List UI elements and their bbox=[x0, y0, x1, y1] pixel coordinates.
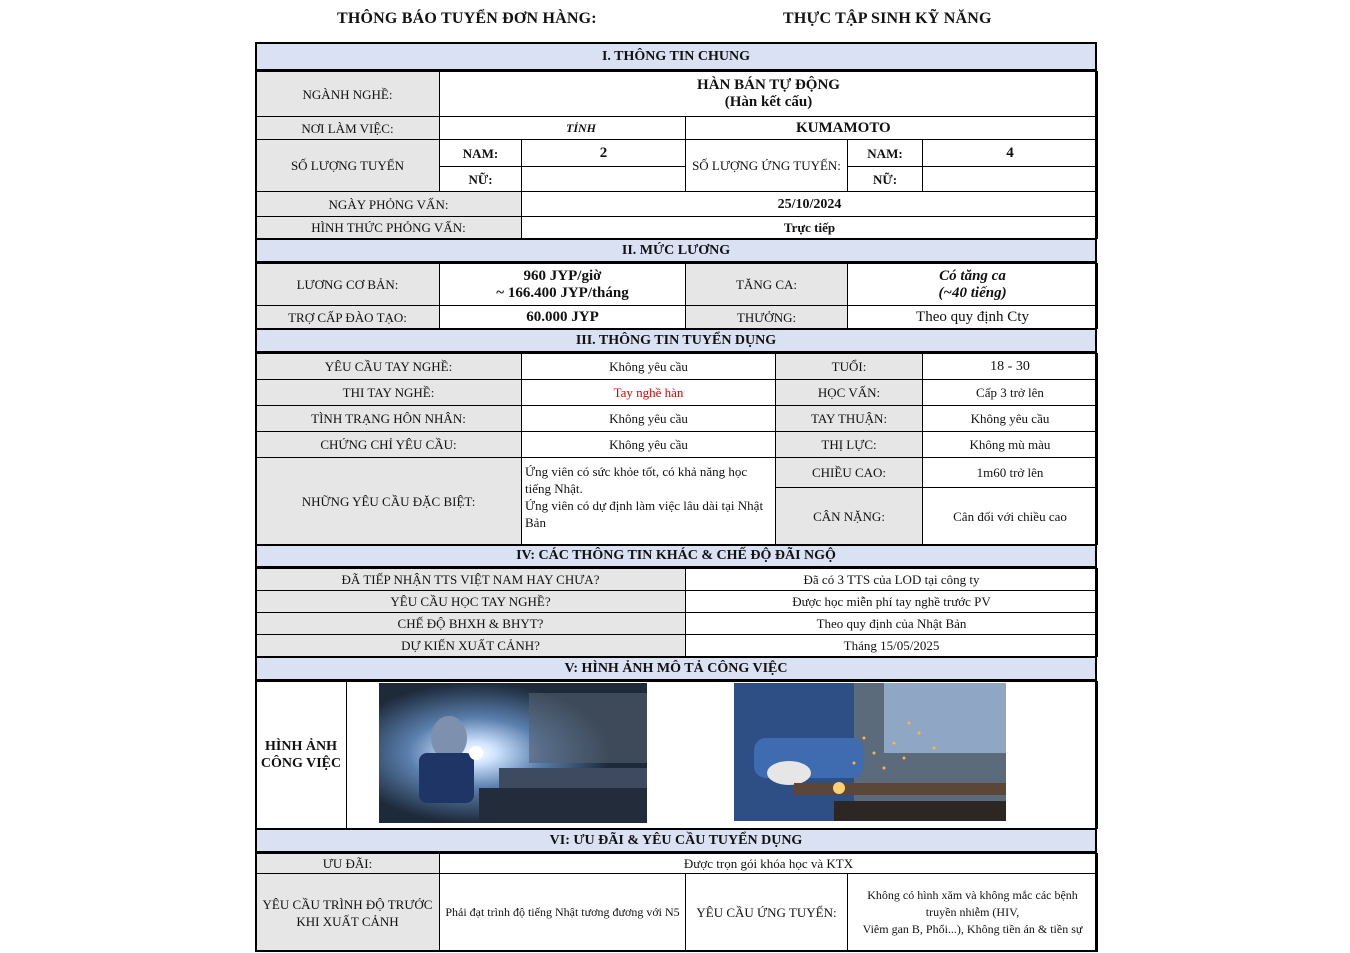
title-left: THÔNG BÁO TUYỂN ĐƠN HÀNG: bbox=[337, 10, 597, 27]
training-allowance-value: 60.000 JYP bbox=[440, 306, 686, 329]
marital-label: TÌNH TRẠNG HÔN NHÂN: bbox=[256, 406, 522, 432]
welding-photo-2 bbox=[734, 683, 1006, 821]
weight-value: Cân đối với chiều cao bbox=[923, 488, 1098, 545]
benefit-value: Được trọn gói khóa học và KTX bbox=[440, 854, 1098, 874]
age-label: TUỔI: bbox=[776, 354, 923, 380]
interview-type-label: HÌNH THỨC PHỎNG VẤN: bbox=[256, 217, 522, 239]
interview-date-label: NGÀY PHỎNG VẤN: bbox=[256, 192, 522, 217]
recruit-count-label: SỐ LƯỢNG TUYỂN bbox=[256, 140, 440, 192]
applicant-req-line2: Viêm gan B, Phổi...), Không tiền án & tiền sự bbox=[862, 922, 1083, 936]
education-value: Cấp 3 trở lên bbox=[923, 380, 1098, 406]
benefit-label: ƯU ĐÃI: bbox=[256, 854, 440, 874]
section-3-heading: III. THÔNG TIN TUYỂN DỤNG bbox=[255, 328, 1097, 353]
training-allowance-label: TRỢ CẤP ĐÀO TẠO: bbox=[256, 306, 440, 329]
recruitment-table bbox=[255, 353, 1098, 545]
work-images-label-line1: HÌNH ẢNH bbox=[265, 739, 337, 754]
skill-req-value: Không yêu cầu bbox=[522, 354, 776, 380]
overtime-line1: Có tăng ca bbox=[939, 267, 1006, 284]
job-subtitle: (Hàn kết cấu) bbox=[724, 94, 813, 110]
height-label: CHIỀU CAO: bbox=[776, 458, 923, 488]
recruit-female-label: NỮ: bbox=[440, 167, 522, 192]
skill-req-label: YÊU CẦU TAY NGHỀ: bbox=[256, 354, 522, 380]
section-2-heading: II. MỨC LƯƠNG bbox=[255, 238, 1097, 263]
general-info-table bbox=[255, 71, 1098, 239]
language-req-value: Phải đạt trình độ tiếng Nhật tương đương với N5 bbox=[440, 874, 686, 952]
section-4-heading: IV: CÁC THÔNG TIN KHÁC & CHẾ ĐỘ ĐÃI NGỘ bbox=[255, 544, 1097, 568]
job-label: NGÀNH NGHỀ: bbox=[256, 72, 440, 117]
title-right: THỰC TẬP SINH KỸ NĂNG bbox=[783, 10, 992, 27]
received-tts-value: Đã có 3 TTS của LOD tại công ty bbox=[686, 569, 1098, 591]
special-req-value bbox=[522, 458, 776, 545]
welding-photo-1 bbox=[379, 683, 647, 823]
weight-label: CÂN NẶNG: bbox=[776, 488, 923, 545]
section-1-heading: I. THÔNG TIN CHUNG bbox=[255, 42, 1097, 71]
skill-training-value: Được học miễn phí tay nghề trước PV bbox=[686, 591, 1098, 613]
applicant-req-label: YÊU CẦU ỨNG TUYỂN: bbox=[686, 874, 848, 952]
recruit-female-value bbox=[522, 167, 686, 192]
work-images-label bbox=[256, 682, 347, 829]
recruit-male-label: NAM: bbox=[440, 140, 522, 167]
workplace-value: KUMAMOTO bbox=[686, 117, 1098, 140]
base-salary-hourly: 960 JYP/giờ bbox=[523, 267, 602, 284]
handedness-value: Không yêu cầu bbox=[923, 406, 1098, 432]
applicant-female-value bbox=[923, 167, 1098, 192]
education-label: HỌC VẤN: bbox=[776, 380, 923, 406]
job-value bbox=[440, 72, 1098, 117]
departure-value: Tháng 15/05/2025 bbox=[686, 635, 1098, 657]
base-salary-monthly: ~ 166.400 JYP/tháng bbox=[496, 284, 629, 301]
departure-label: DỰ KIẾN XUẤT CẢNH? bbox=[256, 635, 686, 657]
province-label: TỈNH bbox=[440, 117, 686, 140]
benefits-table bbox=[255, 853, 1098, 952]
bonus-label: THƯỞNG: bbox=[686, 306, 848, 329]
special-req-line2: Ứng viên có dự định làm việc lâu dài tại Nhật Bản bbox=[525, 498, 764, 530]
applicant-female-label: NỮ: bbox=[848, 167, 923, 192]
skill-training-label: YÊU CẦU HỌC TAY NGHỀ? bbox=[256, 591, 686, 613]
job-title: HÀN BÁN TỰ ĐỘNG bbox=[697, 77, 840, 93]
work-images-label-line2: CÔNG VIỆC bbox=[260, 756, 342, 771]
workplace-label: NƠI LÀM VIỆC: bbox=[256, 117, 440, 140]
bonus-value: Theo quy định Cty bbox=[848, 306, 1098, 329]
eyesight-label: THỊ LỰC: bbox=[776, 432, 923, 458]
eyesight-value: Không mù màu bbox=[923, 432, 1098, 458]
insurance-label: CHẾ ĐỘ BHXH & BHYT? bbox=[256, 613, 686, 635]
applicant-req-line1: Không có hình xăm và không mắc các bệnh truyền nhiễm (HIV, bbox=[867, 888, 1078, 919]
overtime-line2: (~40 tiếng) bbox=[938, 284, 1007, 301]
handedness-label: TAY THUẬN: bbox=[776, 406, 923, 432]
salary-table bbox=[255, 263, 1098, 329]
overtime-label: TĂNG CA: bbox=[686, 264, 848, 306]
language-req-label: YÊU CẦU TRÌNH ĐỘ TRƯỚC KHI XUẤT CẢNH bbox=[256, 874, 440, 952]
applicant-male-value: 4 bbox=[923, 140, 1098, 167]
other-info-table bbox=[255, 568, 1098, 657]
interview-type-value: Trực tiếp bbox=[522, 217, 1098, 239]
skill-test-value: Tay nghề hàn bbox=[522, 380, 776, 406]
height-value: 1m60 trở lên bbox=[923, 458, 1098, 488]
base-salary-value bbox=[440, 264, 686, 306]
base-salary-label: LƯƠNG CƠ BẢN: bbox=[256, 264, 440, 306]
recruit-male-value: 2 bbox=[522, 140, 686, 167]
insurance-value: Theo quy định của Nhật Bản bbox=[686, 613, 1098, 635]
certificate-value: Không yêu cầu bbox=[522, 432, 776, 458]
received-tts-label: ĐÃ TIẾP NHẬN TTS VIỆT NAM HAY CHƯA? bbox=[256, 569, 686, 591]
overtime-value bbox=[848, 264, 1098, 306]
applicant-male-label: NAM: bbox=[848, 140, 923, 167]
certificate-label: CHỨNG CHỈ YÊU CẦU: bbox=[256, 432, 522, 458]
special-req-label: NHỮNG YÊU CẦU ĐẶC BIỆT: bbox=[256, 458, 522, 545]
applicant-count-label: SỐ LƯỢNG ỨNG TUYỂN: bbox=[686, 140, 848, 192]
interview-date-value: 25/10/2024 bbox=[522, 192, 1098, 217]
section-5-heading: V: HÌNH ẢNH MÔ TẢ CÔNG VIỆC bbox=[255, 656, 1097, 681]
applicant-req-value bbox=[848, 874, 1098, 952]
special-req-line1: Ứng viên có sức khỏe tốt, có khả năng học tiếng Nhật. bbox=[525, 464, 748, 496]
skill-test-label: THI TAY NGHỀ: bbox=[256, 380, 522, 406]
section-6-heading: VI: ƯU ĐÃI & YÊU CẦU TUYỂN DỤNG bbox=[255, 828, 1097, 853]
marital-value: Không yêu cầu bbox=[522, 406, 776, 432]
age-value: 18 - 30 bbox=[923, 354, 1098, 380]
